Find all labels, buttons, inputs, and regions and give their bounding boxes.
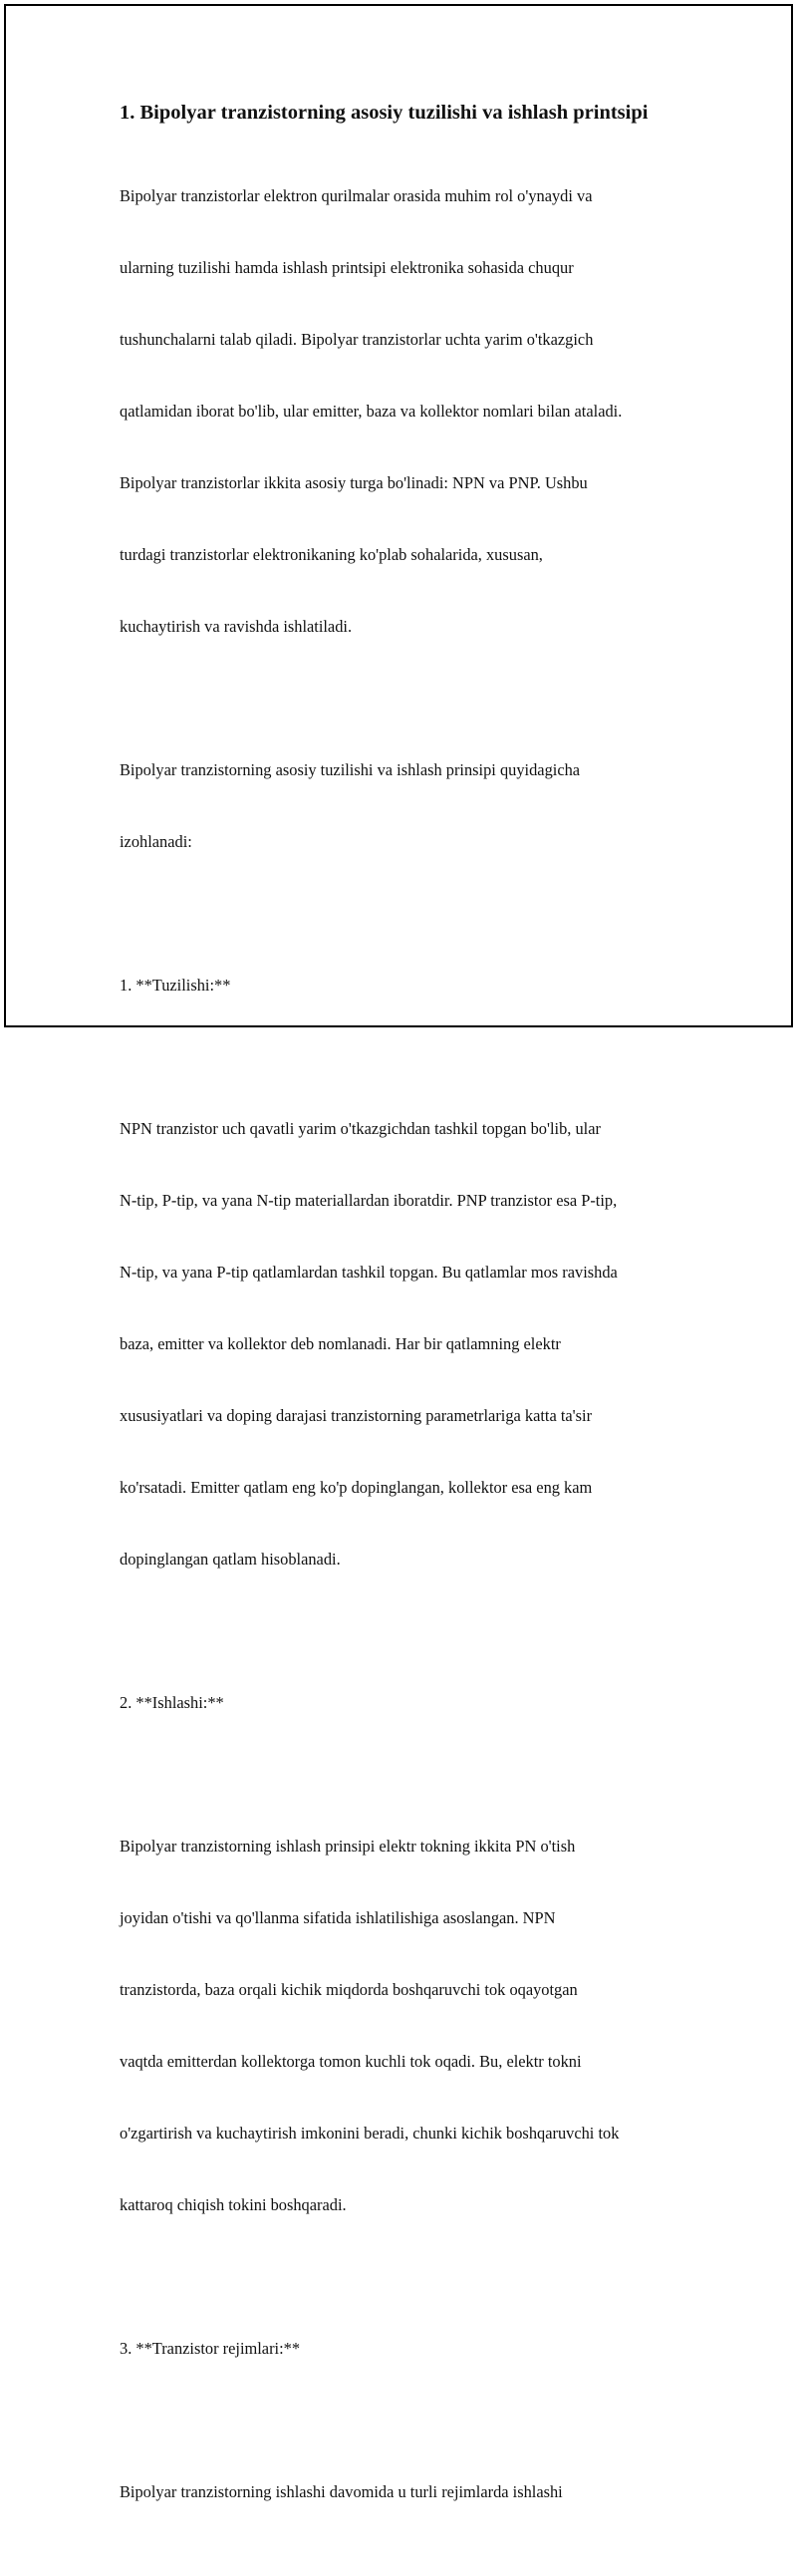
text-line: N-tip, P-tip, va yana N-tip materiallardan iboratdir. PNP tranzistor esa P-tip, bbox=[120, 1191, 618, 1210]
text-line: baza, emitter va kollektor deb nomlanadi. Har bir qatlamning elektr bbox=[120, 1334, 561, 1353]
paragraph-overview bbox=[120, 711, 697, 902]
text-line: tushunchalarni talab qiladi. Bipolyar tranzistorlar uchta yarim o'tkazgich bbox=[120, 330, 594, 349]
text-line: dopinglangan qatlam hisoblanadi. bbox=[120, 1550, 341, 1569]
text-line: o'zgartirish va kuchaytirish imkonini beradi, chunki kichik boshqaruvchi tok bbox=[120, 2124, 620, 2143]
document-body bbox=[120, 99, 697, 2576]
text-line: Bipolyar tranzistorlar ikkita asosiy turga bo'linadi: NPN va PNP. Ushbu bbox=[120, 473, 588, 492]
paragraph-intro bbox=[120, 137, 697, 687]
text-line: 2. **Ishlashi:** bbox=[120, 1693, 224, 1712]
text-line: tranzistorda, baza orqali kichik miqdorda boshqaruvchi tok oqayotgan bbox=[120, 1980, 578, 1999]
page-frame bbox=[4, 4, 793, 2501]
text-line: N-tip, va yana P-tip qatlamlardan tashkil topgan. Bu qatlamlar mos ravishda bbox=[120, 1263, 618, 1282]
text-line: Bipolyar tranzistorning ishlashi davomida u turli rejimlarda ishlashi bbox=[120, 2482, 563, 2501]
paragraph-modes bbox=[120, 2433, 697, 2552]
text-line: vaqtda emitterdan kollektorga tomon kuchli tok oqadi. Bu, elektr tokni bbox=[120, 2052, 582, 2071]
text-line: NPN tranzistor uch qavatli yarim o'tkazgichdan tashkil topgan bo'lib, ular bbox=[120, 1119, 601, 1138]
text-line: Bipolyar tranzistorlar elektron qurilmalar orasida muhim rol o'ynaydi va bbox=[120, 186, 593, 205]
subheading-modes bbox=[120, 2289, 697, 2409]
text-line: Bipolyar tranzistorning asosiy tuzilishi va ishlash prinsipi quyidagicha bbox=[120, 760, 581, 779]
paragraph-operation bbox=[120, 1787, 697, 2265]
text-line: 1. **Tuzilishi:** bbox=[120, 976, 231, 995]
text-line: Bipolyar tranzistorning ishlash prinsipi elektr tokning ikkita PN o'tish bbox=[120, 1837, 576, 1856]
subheading-operation bbox=[120, 1643, 697, 1763]
text-line: qatlamidan iborat bo'lib, ular emitter, baza va kollektor nomlari bilan ataladi. bbox=[120, 402, 623, 421]
text-line: ko'rsatadi. Emitter qatlam eng ko'p dopinglangan, kollektor esa eng kam bbox=[120, 1478, 593, 1497]
text-line: joyidan o'tishi va qo'llanma sifatida ishlatilishiga asoslangan. NPN bbox=[120, 1908, 556, 1927]
subheading-structure bbox=[120, 926, 697, 1045]
section-heading: 1. Bipolyar tranzistorning asosiy tuzilishi va ishlash printsipi bbox=[120, 102, 649, 124]
text-line: ularning tuzilishi hamda ishlash printsipi elektronika sohasida chuqur bbox=[120, 258, 574, 277]
text-line: xususiyatlari va doping darajasi tranzistorning parametrlariga katta ta'sir bbox=[120, 1406, 593, 1425]
text-line: kattaroq chiqish tokini boshqaradi. bbox=[120, 2195, 347, 2214]
text-line: 3. **Tranzistor rejimlari:** bbox=[120, 2339, 301, 2358]
paragraph-structure bbox=[120, 1069, 697, 1619]
text-line: turdagi tranzistorlar elektronikaning ko'plab sohalarida, xususan, bbox=[120, 545, 543, 564]
text-line: izohlanadi: bbox=[120, 832, 192, 851]
text-line: kuchaytirish va ravishda ishlatiladi. bbox=[120, 617, 353, 636]
